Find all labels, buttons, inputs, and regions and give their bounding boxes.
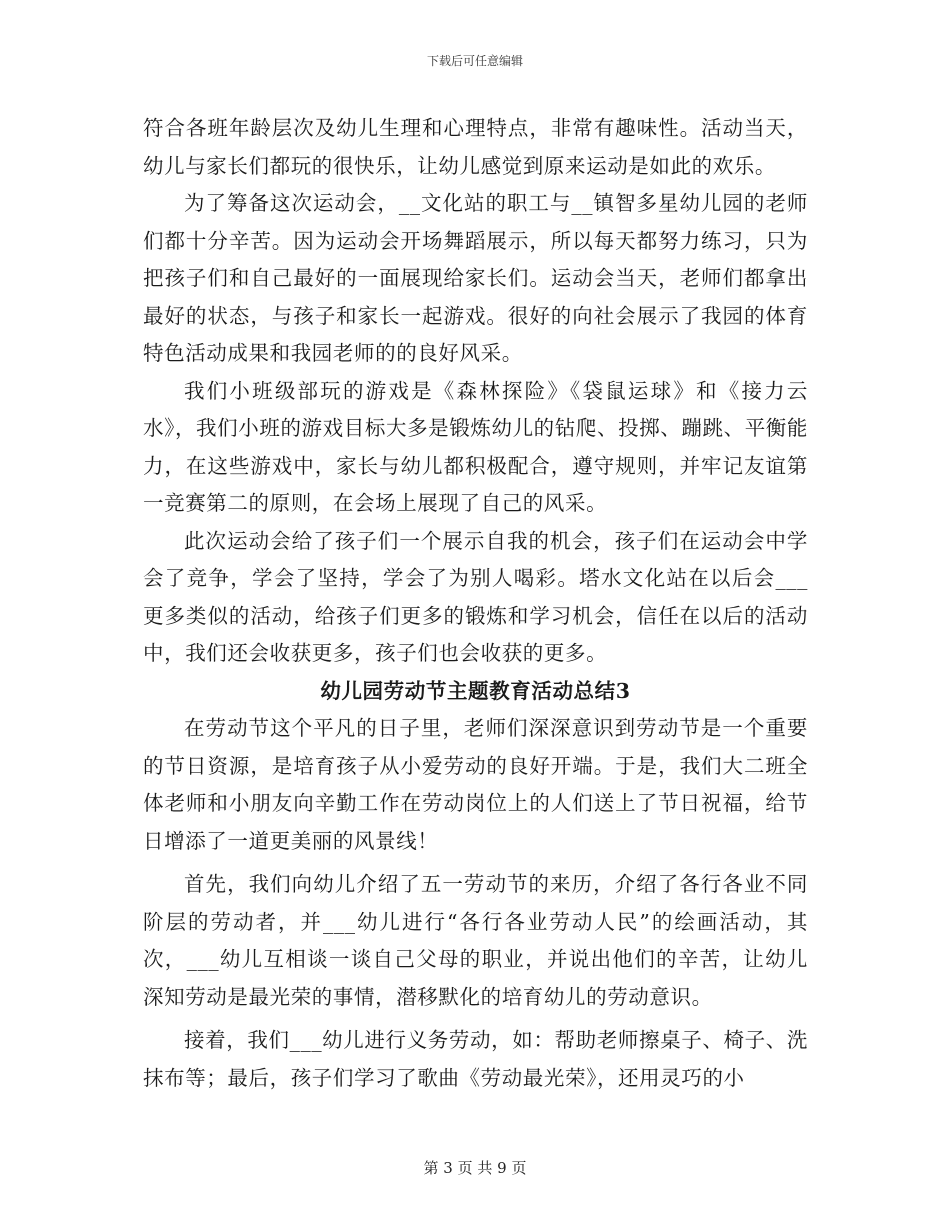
page-header-note: 下载后可任意编辑 xyxy=(426,54,523,68)
section-paragraph: 首先，我们向幼儿介绍了五一劳动节的来历，介绍了各行各业不同阶层的劳动者，并___幼儿进行“各行各业劳动人民”的绘画活动，其次，___幼儿互相谈一谈自己父母的职业，并说出他们的辛苦，让幼儿深知劳动是最光荣的事情，潜移默化的培育幼儿的劳动意识。 xyxy=(143,872,808,1009)
section-paragraph: 在劳动节这个平凡的日子里，老师们深深意识到劳动节是一个重要的节日资源，是培育孩子从小爱劳动的良好开端。于是，我们大二班全体老师和小朋友向辛勤工作在劳动岗位上的人们送上了节日祝福，给节日增添了一道更美丽的风景线！ xyxy=(143,716,808,853)
body-paragraph: 为了筹备这次运动会，__文化站的职工与__镇智多星幼儿园的老师们都十分辛苦。因为运动会开场舞蹈展示，所以每天都努力练习，只为把孩子们和自己最好的一面展现给家长们。运动会当天，老师们都拿出最好的状态，与孩子和家长一起游戏。很好的向社会展示了我园的体育特色活动成果和我园老师的的良好风采。 xyxy=(143,191,808,365)
page-number: 第 3 页 共 9 页 xyxy=(423,1159,527,1177)
body-paragraph: 符合各班年龄层次及幼儿生理和心理特点，非常有趣味性。活动当天，幼儿与家长们都玩的很快乐，让幼儿感觉到原来运动是如此的欢乐。 xyxy=(143,116,808,178)
document-body xyxy=(143,110,808,1097)
section-title: 幼儿园劳动节主题教育活动总结3 xyxy=(320,678,631,703)
body-paragraph: 此次运动会给了孩子们一个展示自我的机会，孩子们在运动会中学会了竞争，学会了坚持，学会了为别人喝彩。塔水文化站在以后会___更多类似的活动，给孩子们更多的锻炼和学习机会，信任在以后的活动中，我们还会收获更多，孩子们也会收获的更多。 xyxy=(143,528,808,665)
body-paragraph: 我们小班级部玩的游戏是《森林探险》《袋鼠运球》和《接力云水》，我们小班的游戏目标大多是锻炼幼儿的钻爬、投掷、蹦跳、平衡能力，在这些游戏中，家长与幼儿都积极配合，遵守规则，并牢记友谊第一竞赛第二的原则，在会场上展现了自己的风采。 xyxy=(143,378,808,515)
section-paragraph: 接着，我们___幼儿进行义务劳动，如：帮助老师擦桌子、椅子、洗抹布等；最后，孩子们学习了歌曲《劳动最光荣》，还用灵巧的小 xyxy=(143,1028,808,1090)
